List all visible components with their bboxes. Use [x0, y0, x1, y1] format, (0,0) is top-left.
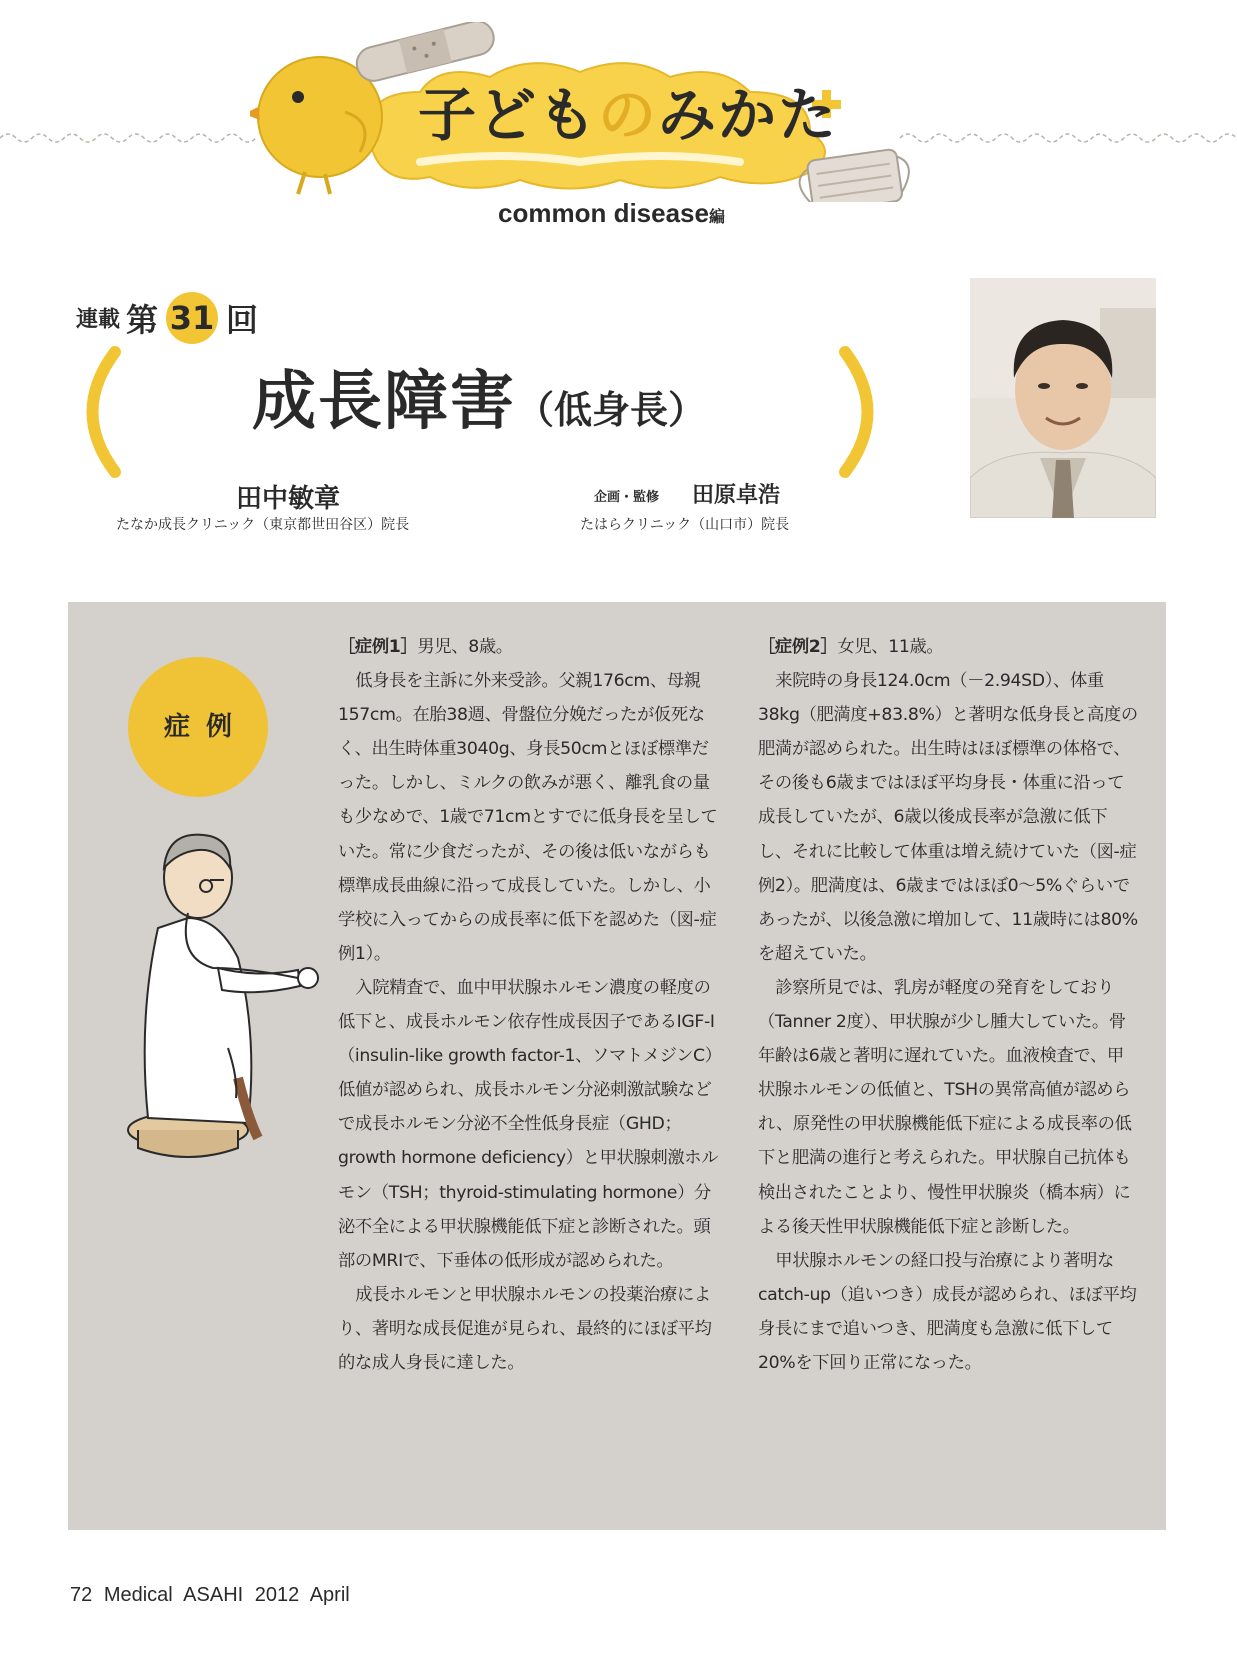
series-title-part-b: みかた	[658, 81, 839, 149]
series-title-particle: の	[598, 81, 659, 149]
supervisor-affiliation: たはらクリニック（山口市）院長	[580, 517, 790, 533]
series-kai: 回	[226, 301, 259, 339]
page-footer	[70, 1584, 350, 1607]
case1-paragraph-2: 入院精査で、血中甲状腺ホルモン濃度の軽度の低下と、成長ホルモン依存性成長因子であるIGF-I（insulin-like growth factor-1、ソマトメジンC）低値が認められ、成長ホルモン分泌刺激試験などで成長ホルモン分泌不全性低身長症（GHD；growth hormone deficiency）と甲状腺刺激ホルモン（TSH；thyroid-stimulating hormone）分泌不全による甲状腺機能低下症と診断された。頭部のMRIで、下垂体の低形成が認められた。	[338, 977, 722, 1271]
issue-year: 2012	[254, 1584, 300, 1606]
issue-month: April	[309, 1584, 350, 1606]
article-title-main: 成長障害	[252, 365, 516, 439]
author-name: 田中敏章	[236, 484, 341, 514]
author-affiliation: たなか成長クリニック（東京都世田谷区）院長	[116, 517, 410, 533]
supervisor-name: 田原卓浩	[692, 483, 781, 508]
author-photo	[970, 278, 1156, 518]
case2-header	[758, 630, 1140, 664]
series-title	[418, 81, 839, 149]
case2-paragraph-2: 診察所見では、乳房が軽度の発育をしており（Tanner 2度）、甲状腺が少し腫大していた。骨年齢は6歳と著明に遅れていた。血液検査で、甲状腺ホルモンの低値と、TSHの異常高値が認められ、原発性の甲状腺機能低下症による成長率の低下と肥満の進行と考えられた。甲状腺自己抗体も検出されたことより、慢性甲状腺炎（橋本病）による後天性甲状腺機能低下症と診断した。	[758, 977, 1132, 1237]
subtitle-text: common disease	[498, 198, 709, 228]
left-bracket-icon	[60, 342, 130, 482]
case2-label: ［症例2］	[758, 637, 838, 657]
right-bracket-icon	[830, 342, 900, 482]
case1-header-text: 男児、8歳。	[417, 637, 513, 657]
case1-paragraph-1: 低身長を主訴に外来受診。父親176cm、母親157cm。在胎38週、骨盤位分娩だったが仮死なく、出生時体重3040g、身長50cmとほぼ標準だった。しかし、ミルクの飲みが悪く、離乳食の量も少なめで、1歳で71cmとすでに低身長を呈していた。常に少食だったが、その後は低いながらも標準成長曲線に沿って成長していた。しかし、小学校に入ってからの成長率に低下を認めた（図-症例1）。	[338, 671, 718, 964]
case2-paragraph-1: 来院時の身長124.0cm（－2.94SD）、体重38kg（肥満度+83.8%）と著明な低身長と高度の肥満が認められた。出生時はほぼ標準の体格で、その後も6歳まではほぼ平均身長・体重に沿って成長していたが、6歳以後成長率が急激に低下し、それに比較して体重は増え続けていた（図-症例2）。肥満度は、6歳まではほぼ0～5%ぐらいであったが、以後急激に増加して、11歳時には80%を超えていた。	[758, 671, 1138, 964]
case2-column	[758, 630, 1140, 1380]
series-title-part-a: 子ども	[418, 81, 599, 149]
case1-header	[338, 630, 722, 664]
case1-column	[338, 630, 722, 1380]
series-number-badge: 31	[166, 292, 218, 344]
case1-paragraph-3: 成長ホルモンと甲状腺ホルモンの投薬治療により、著明な成長促進が見られ、最終的にほぼ平均的な成人身長に達した。	[338, 1284, 712, 1373]
case2-header-text: 女児、11歳。	[837, 637, 944, 657]
case2-paragraph-3: 甲状腺ホルモンの経口投与治療により著明なcatch-up（追いつき）成長が認められ、ほぼ平均身長にまで追いつき、肥満度も急激に低下して20%を下回り正常になった。	[758, 1250, 1137, 1373]
article-title	[252, 365, 707, 439]
series-number	[76, 292, 258, 344]
page-number: 72	[70, 1584, 93, 1606]
magazine-name: Medical ASAHI	[103, 1584, 244, 1606]
supervisor-role: 企画・監修	[594, 490, 660, 505]
article-title-sub: （低身長）	[516, 388, 707, 432]
case1-label: ［症例1］	[338, 637, 418, 657]
subtitle-suffix: 編	[708, 209, 725, 226]
doctor-illustration	[118, 818, 338, 1158]
case-badge: 症例	[128, 657, 268, 797]
series-dai: 第	[126, 301, 159, 339]
series-label: 連載	[76, 307, 121, 333]
series-subtitle	[498, 198, 725, 229]
